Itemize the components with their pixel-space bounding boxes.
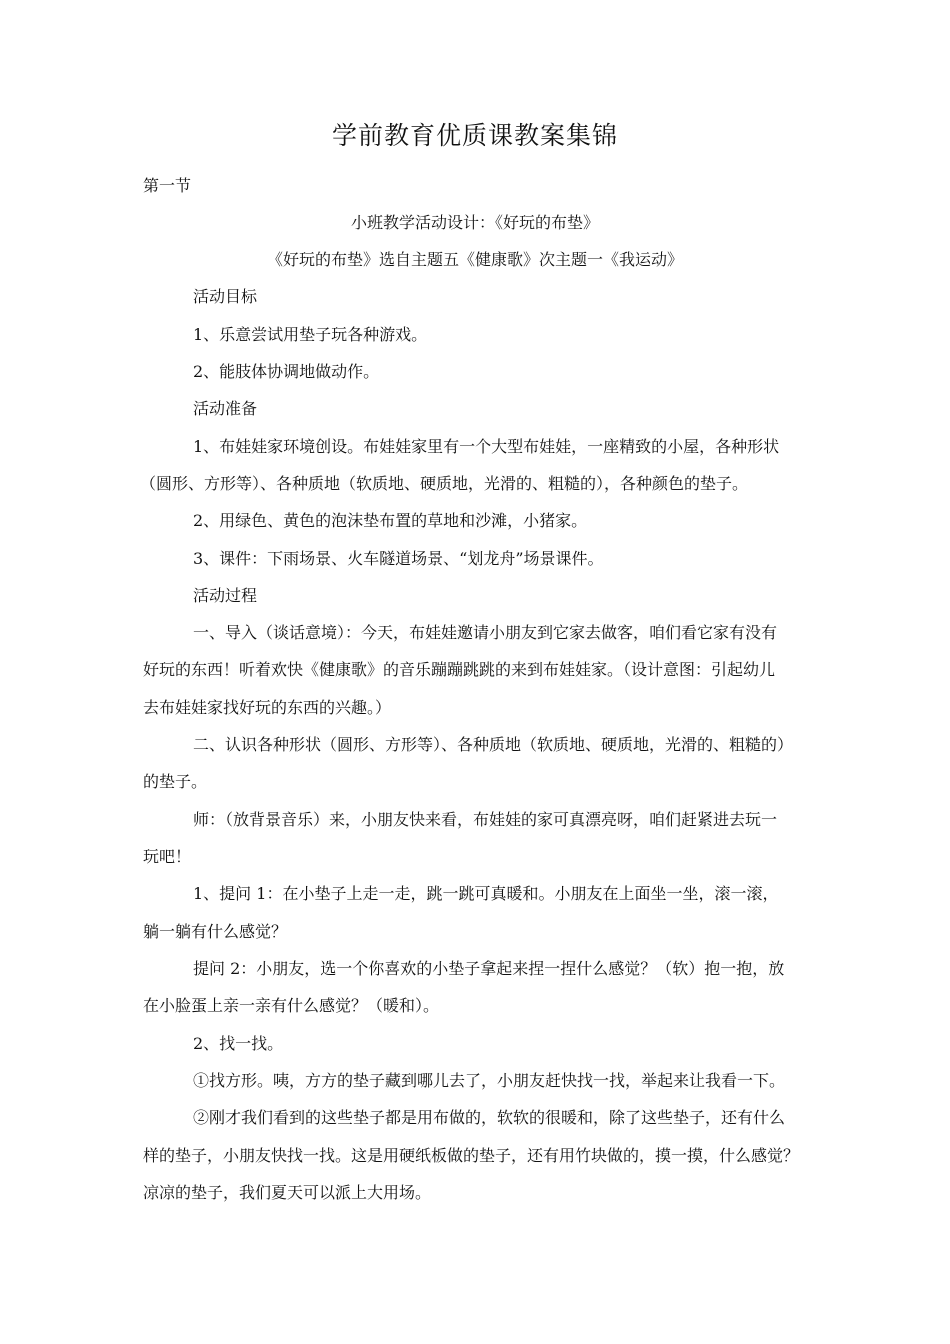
subtitle-line-2: 《好玩的布垫》选自主题五《健康歌》次主题一《我运动》 (266, 250, 683, 269)
paragraph-line: 去布娃娃家找好玩的东西的兴趣。） (143, 698, 392, 717)
paragraph-line: ②刚才我们看到的这些垫子都是用布做的，软软的很暖和，除了这些垫子，还有什么 (193, 1108, 786, 1127)
paragraph-line: 玩吧！ (143, 847, 192, 866)
paragraph-line: 躺一躺有什么感觉？ (143, 922, 288, 941)
paragraph-line: 样的垫子，小朋友快找一找。这是用硬纸板做的垫子，还有用竹块做的，摸一摸，什么感觉？ (143, 1146, 800, 1165)
paragraph-line: 2、能肢体协调地做动作。 (193, 362, 380, 381)
document-title: 学前教育优质课教案集锦 (331, 121, 618, 150)
paragraph-line: 师：（放背景音乐）来，小朋友快来看，布娃娃的家可真漂亮呀，咱们赶紧进去玩一 (193, 810, 778, 829)
paragraph-line: ①找方形。咦，方方的垫子藏到哪儿去了，小朋友赶快找一找，举起来让我看一下。 (193, 1071, 786, 1090)
paragraph-line: 二、认识各种形状（圆形、方形等）、各种质地（软质地、硬质地，光滑的、粗糙的） (193, 735, 794, 754)
paragraph-line: 的垫子。 (143, 772, 208, 791)
paragraph-line: 1、提问 1：在小垫子上走一走，跳一跳可真暖和。小朋友在上面坐一坐，滚一滚， (193, 884, 779, 903)
heading-process: 活动过程 (193, 586, 258, 605)
heading-preparation: 活动准备 (193, 399, 258, 418)
paragraph-line: 1、布娃娃家环境创设。布娃娃家里有一个大型布娃娃，一座精致的小屋，各种形状 (193, 437, 780, 456)
paragraph-line: 在小脸蛋上亲一亲有什么感觉？（暖和）。 (143, 996, 440, 1015)
paragraph-line: （圆形、方形等）、各种质地（软质地、硬质地，光滑的、粗糙的），各种颜色的垫子。 (140, 474, 749, 493)
paragraph-line: 1、乐意尝试用垫子玩各种游戏。 (193, 325, 428, 344)
paragraph-line: 凉凉的垫子，我们夏天可以派上大用场。 (143, 1183, 432, 1202)
section-heading: 第一节 (143, 176, 192, 195)
paragraph-line: 提问 2：小朋友，选一个你喜欢的小垫子拿起来捏一捏什么感觉？（软）抱一抱，放 (193, 959, 785, 978)
paragraph-line: 一、导入（谈话意境）：今天，布娃娃邀请小朋友到它家去做客，咱们看它家有没有 (193, 623, 778, 642)
paragraph-line: 2、找一找。 (193, 1034, 284, 1053)
heading-objectives: 活动目标 (193, 287, 258, 306)
paragraph-line: 2、用绿色、黄色的泡沫垫布置的草地和沙滩，小猪家。 (193, 511, 588, 530)
paragraph-line: 好玩的东西！听着欢快《健康歌》的音乐蹦蹦跳跳的来到布娃娃家。（设计意图：引起幼儿 (143, 660, 776, 679)
subtitle-line-1: 小班教学活动设计：《好玩的布垫》 (350, 213, 599, 232)
paragraph-line: 3、课件：下雨场景、火车隧道场景、“划龙舟”场景课件。 (193, 549, 604, 568)
